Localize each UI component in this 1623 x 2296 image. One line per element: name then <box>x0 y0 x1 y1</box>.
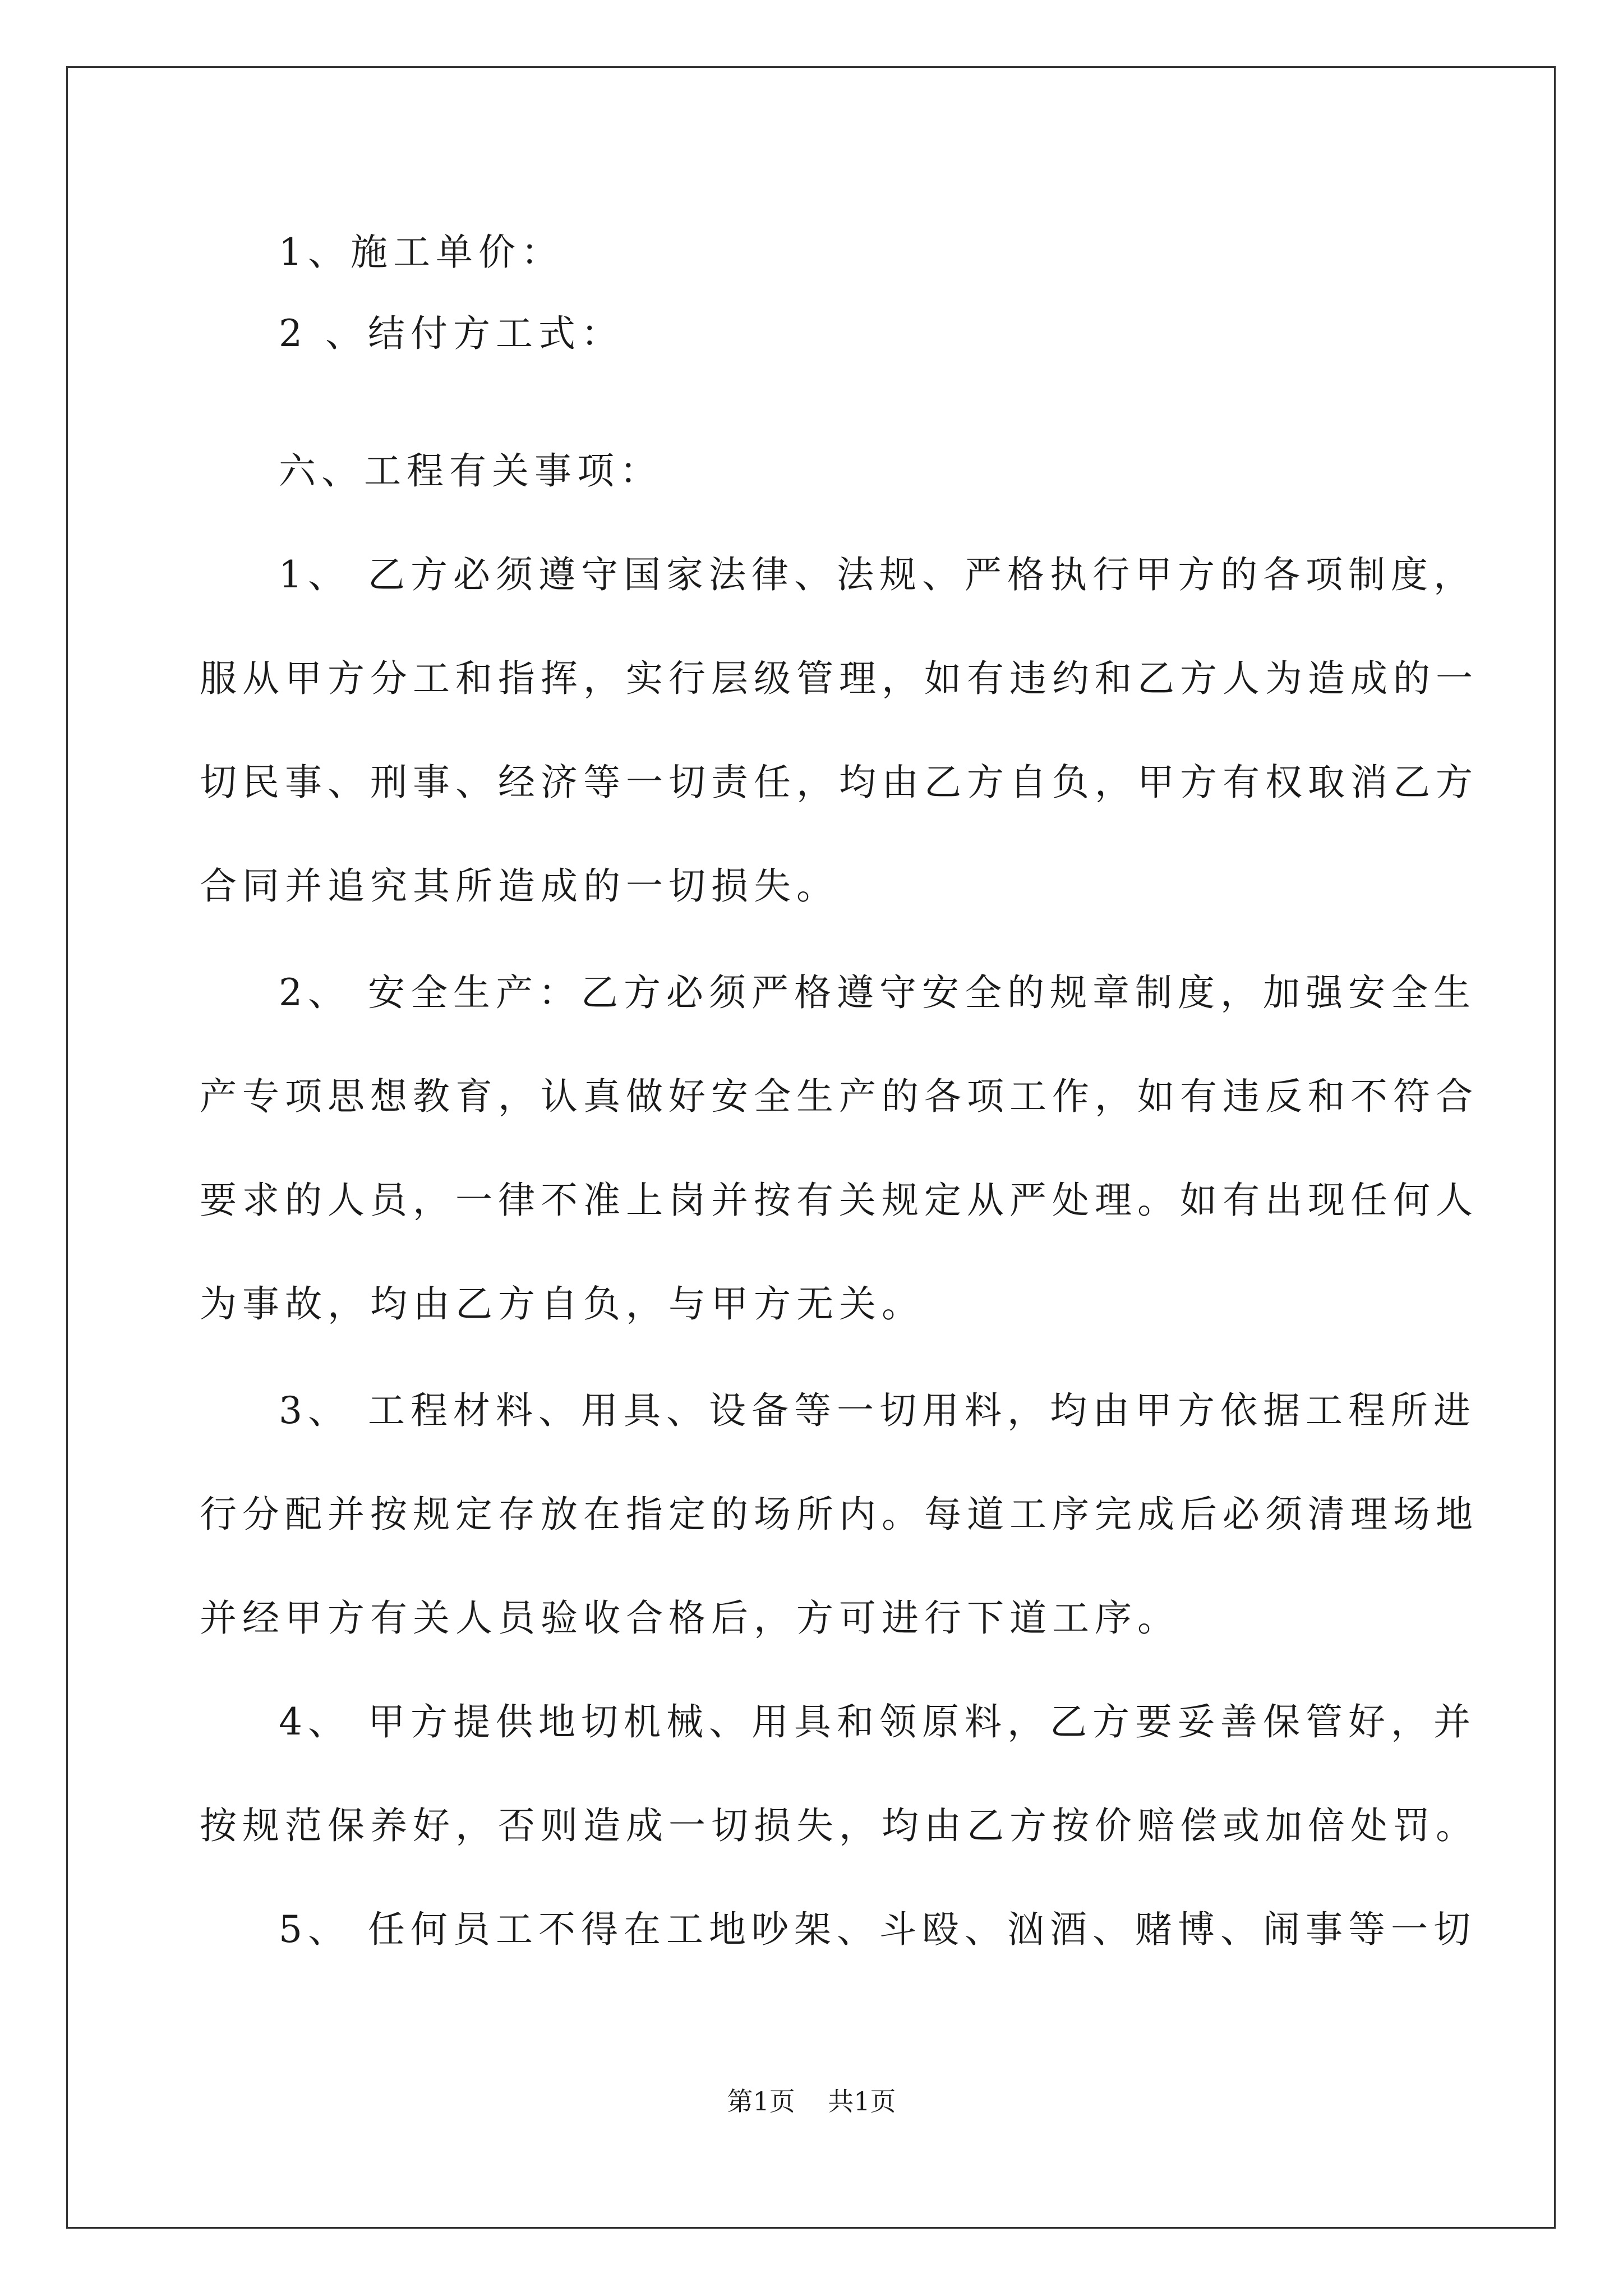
text-line-15: 4、 甲方提供地切机械、用具和领原料，乙方要妥善保管好，并 <box>279 1700 1476 1743</box>
page-number: 第1页 共1页 <box>727 2086 896 2116</box>
text-line-1: 1、施工单价： <box>279 231 564 274</box>
text-line-11: 为事故，均由乙方自负，与甲方无关。 <box>200 1282 924 1326</box>
text-line-7: 合同并追究其所造成的一切损失。 <box>200 864 839 908</box>
text-line-5: 服从甲方分工和指挥，实行层级管理，如有违约和乙方人为造成的一 <box>200 657 1478 700</box>
text-line-6: 切民事、刑事、经济等一切责任，均由乙方自负，甲方有权取消乙方 <box>200 761 1478 804</box>
text-line-2: 2 、结付方工式： <box>279 312 624 355</box>
text-line-8: 2、 安全生产：乙方必须严格遵守安全的规章制度，加强安全生 <box>279 971 1476 1014</box>
text-line-9: 产专项思想教育，认真做好安全生产的各项工作，如有违反和不符合 <box>200 1075 1478 1118</box>
text-line-13: 行分配并按规定存放在指定的场所内。每道工序完成后必须清理场地 <box>200 1493 1478 1536</box>
page-border <box>66 66 1556 2229</box>
text-line-16: 按规范保养好，否则造成一切损失，均由乙方按价赔偿或加倍处罚。 <box>200 1804 1478 1847</box>
text-line-3: 六、工程有关事项： <box>279 449 662 493</box>
text-line-10: 要求的人员，一律不准上岗并按有关规定从严处理。如有出现任何人 <box>200 1179 1478 1222</box>
text-line-14: 并经甲方有关人员验收合格后，方可进行下道工序。 <box>200 1596 1180 1640</box>
text-line-17: 5、 任何员工不得在工地吵架、斗殴、汹酒、赌博、闹事等一切 <box>279 1908 1476 1951</box>
text-line-12: 3、 工程材料、用具、设备等一切用料，均由甲方依据工程所进 <box>279 1389 1476 1432</box>
text-line-4: 1、 乙方必须遵守国家法律、法规、严格执行甲方的各项制度， <box>279 553 1476 596</box>
